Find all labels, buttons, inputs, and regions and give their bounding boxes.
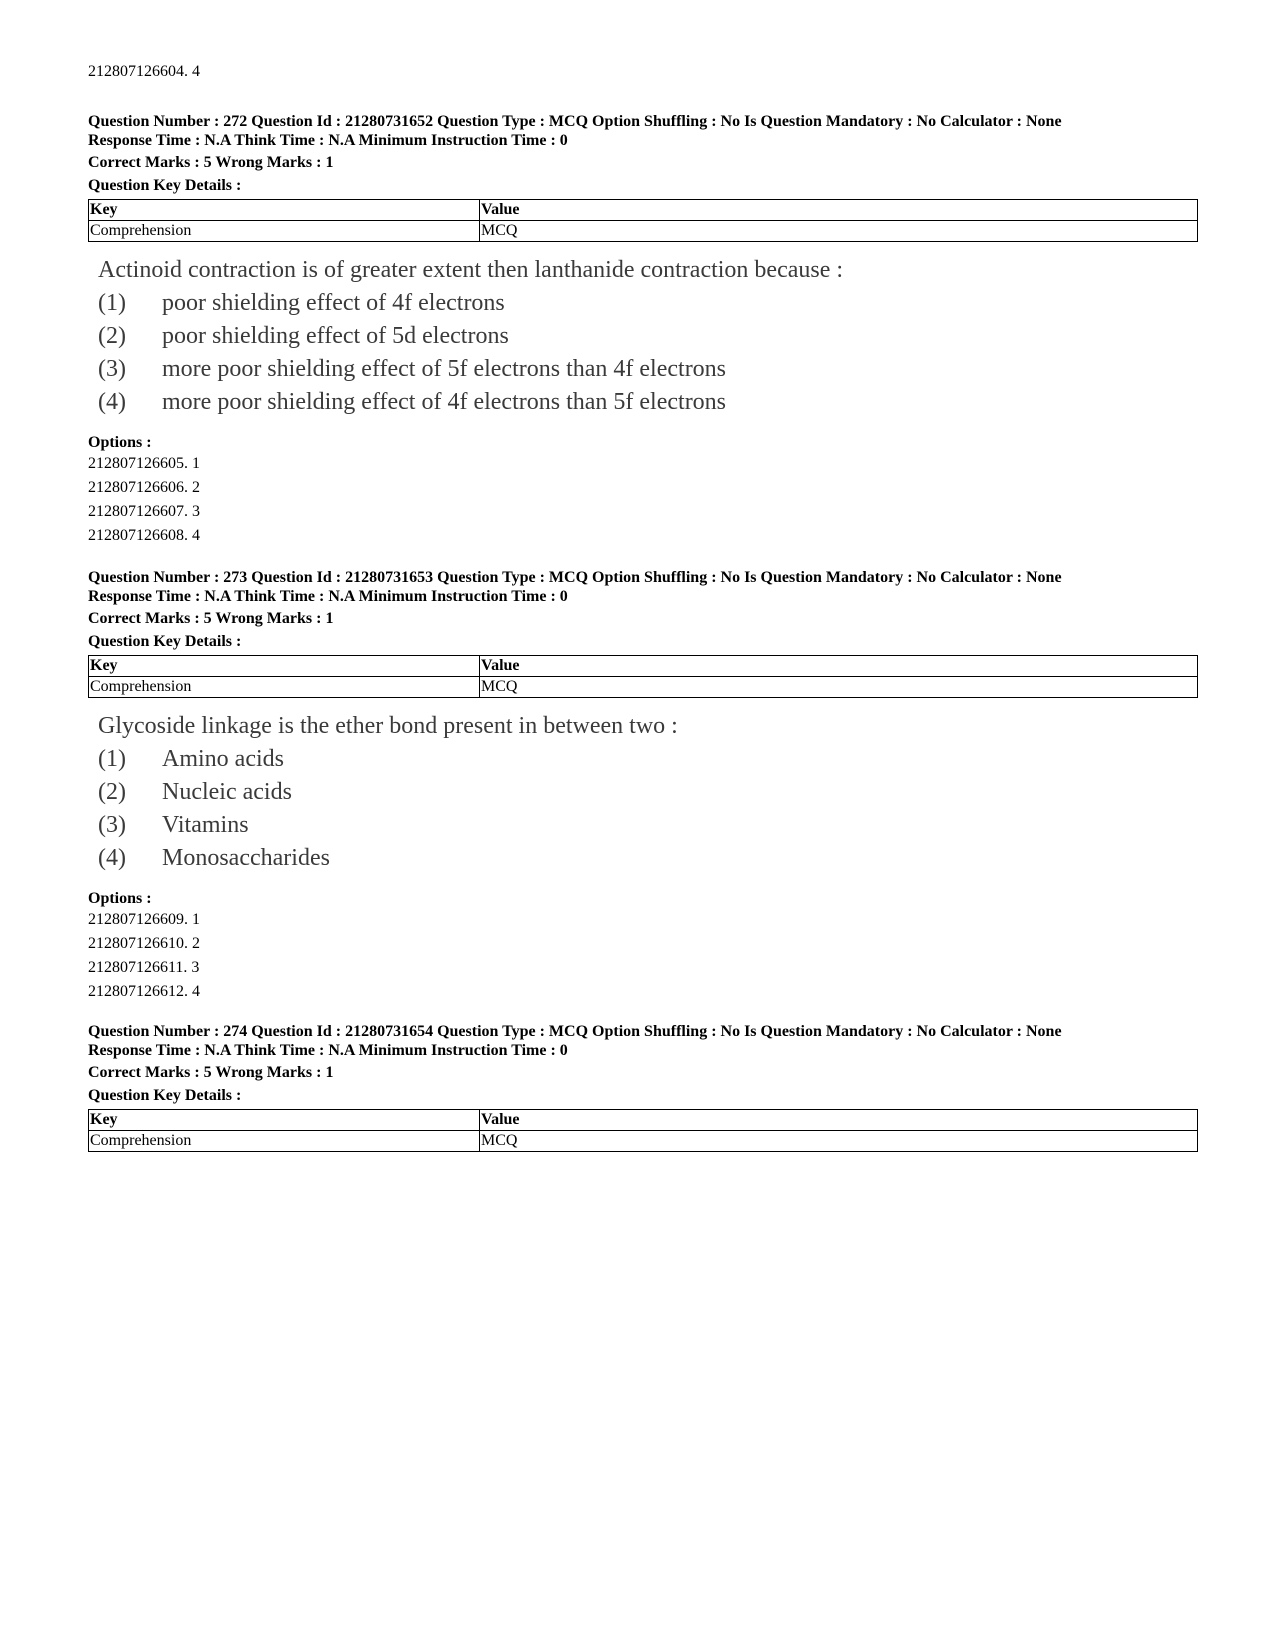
- choice-num: (2): [98, 779, 126, 805]
- key-cell: Comprehension: [89, 677, 480, 698]
- options-label: Options :: [88, 434, 152, 451]
- question-block-273: [88, 568, 1198, 1004]
- choice-2: [98, 320, 1198, 353]
- key-details-label: Question Key Details :: [88, 633, 242, 650]
- table-header-row: [89, 200, 1198, 221]
- choice-text: Nucleic acids: [162, 779, 292, 805]
- choice-2: [98, 776, 1198, 809]
- question-meta: [88, 568, 1198, 606]
- key-header: Key: [89, 200, 480, 221]
- choice-1: [98, 743, 1198, 776]
- table-row: [89, 221, 1198, 242]
- choice-text: Monosaccharides: [162, 845, 330, 871]
- key-details-table: [88, 655, 1198, 698]
- key-cell: Comprehension: [89, 221, 480, 242]
- key-details-table: [88, 199, 1198, 242]
- choice-num: (4): [98, 389, 126, 415]
- question-meta-line1: Question Number : 273 Question Id : 21280731653 Question Type : MCQ Option Shuffling : No Is Question Mandatory : No Calculator : None: [88, 569, 1062, 586]
- question-meta: [88, 1022, 1198, 1060]
- value-header: Value: [480, 656, 1198, 677]
- choice-num: (1): [98, 290, 126, 316]
- choice-text: Amino acids: [162, 746, 284, 772]
- option-id-line: 212807126605. 1: [88, 455, 200, 472]
- option-id-line: 212807126612. 4: [88, 983, 200, 1000]
- value-cell: MCQ: [480, 221, 1198, 242]
- question-meta-line2: Response Time : N.A Think Time : N.A Minimum Instruction Time : 0: [88, 1042, 568, 1059]
- value-cell: MCQ: [480, 1131, 1198, 1152]
- question-meta: [88, 112, 1198, 150]
- marks-line: Correct Marks : 5 Wrong Marks : 1: [88, 154, 334, 171]
- option-id-line: 212807126609. 1: [88, 911, 200, 928]
- value-header: Value: [480, 200, 1198, 221]
- table-row: [89, 677, 1198, 698]
- question-image: [98, 254, 1198, 419]
- question-block-274: [88, 1022, 1198, 1152]
- marks-line: Correct Marks : 5 Wrong Marks : 1: [88, 1064, 334, 1081]
- key-header: Key: [89, 1110, 480, 1131]
- choice-text: poor shielding effect of 5d electrons: [162, 323, 509, 349]
- question-block-272: [88, 112, 1198, 548]
- key-details-label: Question Key Details :: [88, 177, 242, 194]
- choice-4: [98, 386, 1198, 419]
- marks-line: Correct Marks : 5 Wrong Marks : 1: [88, 610, 334, 627]
- choice-text: poor shielding effect of 4f electrons: [162, 290, 505, 316]
- question-image: [98, 710, 1198, 875]
- table-header-row: [89, 656, 1198, 677]
- choice-num: (2): [98, 323, 126, 349]
- option-id-line: 212807126610. 2: [88, 935, 200, 952]
- key-cell: Comprehension: [89, 1131, 480, 1152]
- key-header: Key: [89, 656, 480, 677]
- option-id-line: 212807126608. 4: [88, 527, 200, 544]
- choice-num: (4): [98, 845, 126, 871]
- question-stem: Glycoside linkage is the ether bond present in between two :: [98, 713, 678, 739]
- value-cell: MCQ: [480, 677, 1198, 698]
- option-id-line: 212807126611. 3: [88, 959, 200, 976]
- option-id-line: 212807126606. 2: [88, 479, 200, 496]
- value-header: Value: [480, 1110, 1198, 1131]
- choice-3: [98, 353, 1198, 386]
- choice-num: (3): [98, 356, 126, 382]
- question-meta-line1: Question Number : 272 Question Id : 21280731652 Question Type : MCQ Option Shuffling : No Is Question Mandatory : No Calculator : None: [88, 113, 1062, 130]
- table-row: [89, 1131, 1198, 1152]
- key-details-label: Question Key Details :: [88, 1087, 242, 1104]
- option-id-line: 212807126607. 3: [88, 503, 200, 520]
- question-meta-line1: Question Number : 274 Question Id : 21280731654 Question Type : MCQ Option Shuffling : No Is Question Mandatory : No Calculator : None: [88, 1023, 1062, 1040]
- choice-3: [98, 809, 1198, 842]
- question-stem: Actinoid contraction is of greater extent then lanthanide contraction because :: [98, 257, 844, 283]
- choice-text: Vitamins: [162, 812, 249, 838]
- previous-option-line: 212807126604. 4: [88, 63, 200, 80]
- question-meta-line2: Response Time : N.A Think Time : N.A Minimum Instruction Time : 0: [88, 588, 568, 605]
- question-meta-line2: Response Time : N.A Think Time : N.A Minimum Instruction Time : 0: [88, 132, 568, 149]
- choice-num: (1): [98, 746, 126, 772]
- choice-text: more poor shielding effect of 5f electrons than 4f electrons: [162, 356, 727, 382]
- choice-1: [98, 287, 1198, 320]
- choice-4: [98, 842, 1198, 875]
- table-header-row: [89, 1110, 1198, 1131]
- key-details-table: [88, 1109, 1198, 1152]
- choice-num: (3): [98, 812, 126, 838]
- options-label: Options :: [88, 890, 152, 907]
- choice-text: more poor shielding effect of 4f electrons than 5f electrons: [162, 389, 727, 415]
